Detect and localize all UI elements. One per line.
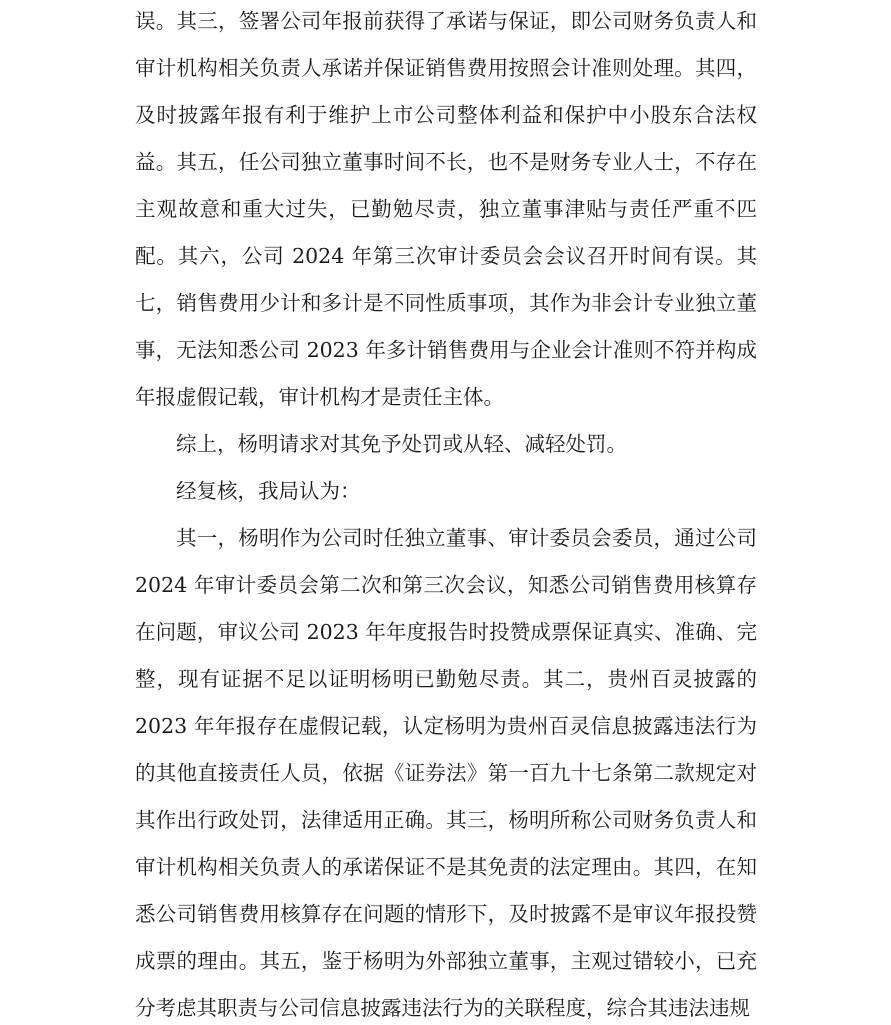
paragraph-continuation: 误。其三，签署公司年报前获得了承诺与保证，即公司财务负责人和审计机构相关负责人承诺并保证销售费用按照会计准则处理。其四，及时披露年报有利于维护上市公司整体利益和保护中小股东合法权益。其五，任公司独立董事时间不长，也不是财务专业人士，不存在主观故意和重大过失，已勤勉尽责，独立董事津贴与责任严重不匹配。其六，公司 2024 年第三次审计委员会会议召开时间有误。其七，销售费用少计和多计是不同性质事项，其作为非会计专业独立董事，无法知悉公司 2023 年多计销售费用与企业会计准则不符并构成年报虚假记载，审计机构才是责任主体。 — [135, 9, 757, 409]
paragraph-review-findings: 其一，杨明作为公司时任独立董事、审计委员会委员，通过公司 2024 年审计委员会第二次和第三次会议，知悉公司销售费用核算存在问题，审议公司 2023 年年度报告时投赞成票保证真实、准确、完整，现有证据不足以证明杨明已勤勉尽责。其二，贵州百灵披露的 2023 年年报存在虚假记载，认定杨明为贵州百灵信息披露违法行为的其他直接责任人员，依据《证券法》第一百九十七条第二款规定对其作出行政处罚，法律适用正确。其三，杨明所称公司财务负责人和审计机构相关负责人的承诺保证不是其免责的法定理由。其四，在知悉公司销售费用核算存在问题的情形下，及时披露不是审议年报投赞成票的理由。其五，鉴于杨明为外部独立董事，主观过错较小，已充分考虑其职责与公司信息披露违法行为的关联程度，综合其违法违规 — [135, 526, 757, 1020]
paragraph-review-intro: 经复核，我局认为： — [176, 479, 361, 503]
paragraph-summary: 综上，杨明请求对其免予处罚或从轻、减轻处罚。 — [176, 432, 627, 456]
